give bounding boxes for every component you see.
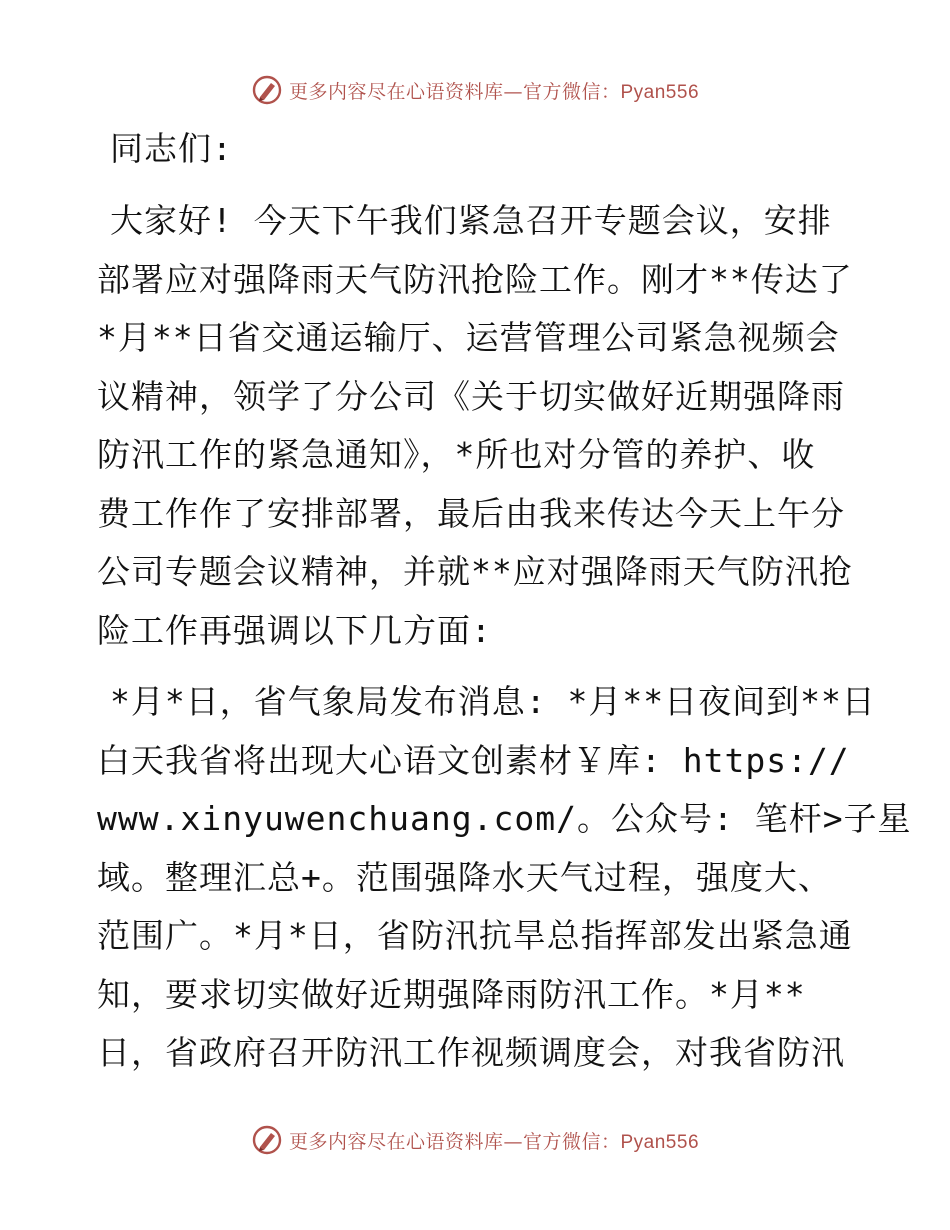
text-line: 大家好! 今天下午我们紧急召开专题会议，安排 [110,201,832,240]
salutation: 同志们: [110,129,233,168]
pen-circle-logo-icon [251,74,283,106]
text-line: *月**日省交通运输厅、运营管理公司紧急视频会 [97,318,840,357]
text-line: *月*日，省气象局发布消息: *月**日夜间到**日 [110,682,876,721]
text-line: 险工作再强调以下几方面: [97,610,492,650]
document-body [97,120,912,1096]
text-line: 域。整理汇总+。范围强降水天气过程，强度大、 [97,857,832,897]
watermark-text: 更多内容尽在心语资料库—官方微信：Pyan556 [288,1130,700,1153]
header-watermark [0,70,950,110]
text-line: www.xinyuwenchuang.com/。公众号: 笔杆>子星 [97,799,912,838]
pen-circle-logo-icon [251,1124,283,1156]
text-line: 知，要求切实做好近期强降雨防汛工作。*月** [97,974,806,1014]
text-line: 部署应对强降雨天气防汛抢险工作。刚才**传达了 [97,259,853,299]
text-line: 范围广。*月*日，省防汛抗旱总指挥部发出紧急通 [97,916,853,955]
text-line: 日，省政府召开防汛工作视频调度会，对我省防汛 [97,1033,845,1072]
text-line: 费工作作了安排部署，最后由我来传达今天上午分 [97,493,845,533]
text-line: 白天我省将出现大心语文创素材￥库: https:// [97,740,850,780]
text-line: 防汛工作的紧急通知》，*所也对分管的养护、收 [97,435,816,474]
paragraph [97,673,912,1083]
text-line: 公司专题会议精神，并就**应对强降雨天气防汛抢 [97,552,853,591]
footer-watermark [0,1120,950,1160]
paragraph [97,192,857,660]
watermark-text: 更多内容尽在心语资料库—官方微信：Pyan556 [288,80,700,103]
text-line: 议精神，领学了分公司《关于切实做好近期强降雨 [97,376,845,416]
